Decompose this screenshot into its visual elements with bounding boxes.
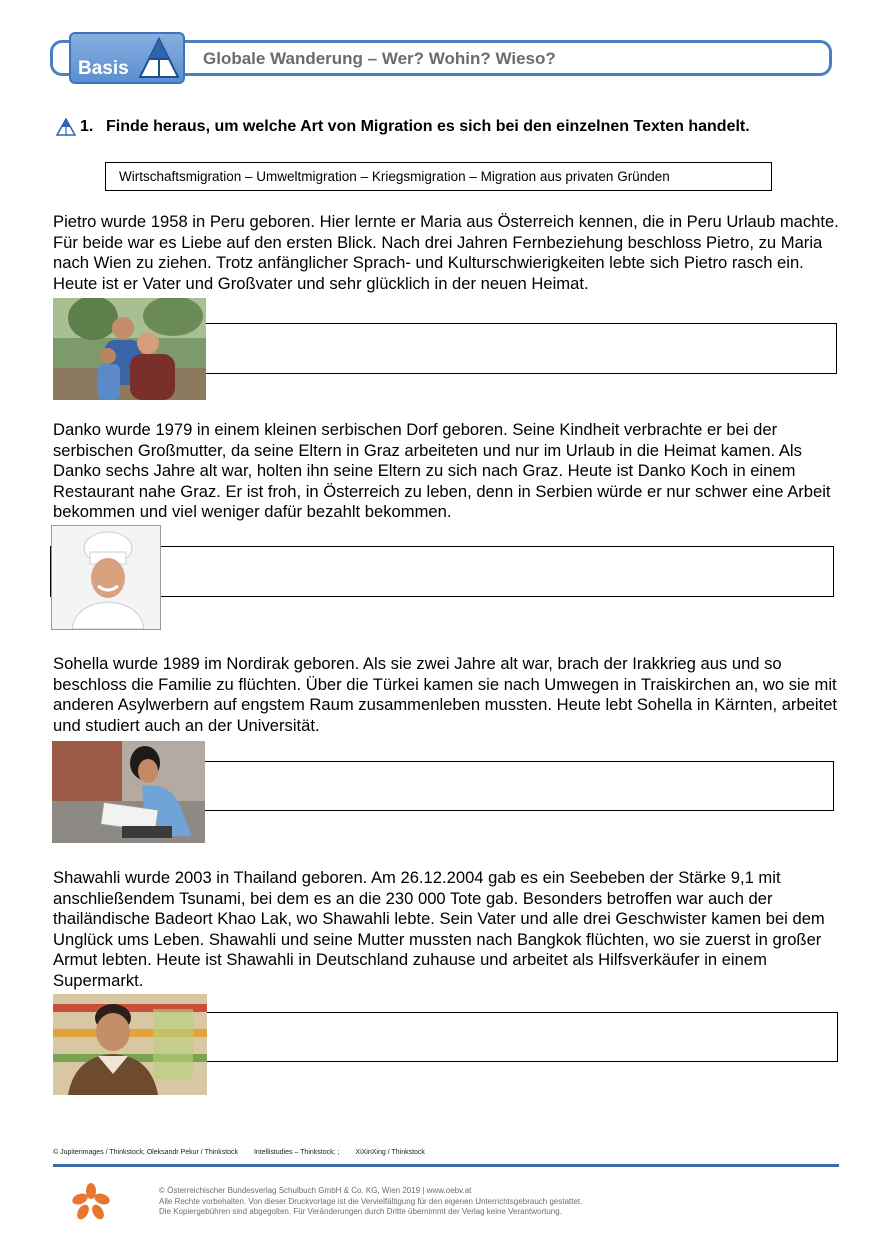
publisher-logo-icon bbox=[72, 1183, 110, 1221]
photo-shop-assistant bbox=[53, 994, 207, 1095]
story-shawahli: Shawahli wurde 2003 in Thailand geboren. Am 26.12.2004 gab es ein Seebeben der Stärke 9,1 mit anschließendem Tsunami, bei dem es an die 230 000 Tote gab. Besonders betroffen war auch der thailändische Badeort Khao Lak, wo Shawahli lebte. Sein Vater und alle drei Geschwister kamen bei dem Unglück ums Leben. Shawahli und seine Mutter mussten nach Bangkok flüchten, wo sie zuerst in großer Armut lebten. Heute ist Shawahli in Deutschland zuhause und arbeitet als Hilfsverkäufer in einem Supermarkt. bbox=[53, 868, 825, 990]
answer-field-sohella[interactable] bbox=[204, 761, 834, 811]
footer-divider bbox=[53, 1164, 839, 1167]
photo-family bbox=[53, 298, 206, 400]
footer-line: © Österreichischer Bundesverlag Schulbuch GmbH & Co. KG, Wien 2019 | www.oebv.at bbox=[159, 1186, 472, 1195]
photo-student bbox=[52, 741, 205, 843]
task-text: Finde heraus, um welche Art von Migration es sich bei den einzelnen Texten handelt. bbox=[106, 118, 750, 135]
photo-chef bbox=[51, 525, 161, 630]
answer-field-pietro[interactable] bbox=[205, 323, 837, 374]
credit-item: © Jupiterimages / Thinkstock; Oleksandr Pekur / Thinkstock bbox=[53, 1149, 239, 1156]
answer-field-danko[interactable] bbox=[50, 546, 834, 597]
credit-item: Intellistudies – Thinkstock; ; bbox=[253, 1149, 340, 1156]
page-title: Globale Wanderung – Wer? Wohin? Wieso? bbox=[203, 49, 556, 68]
footer-copyright bbox=[159, 1186, 582, 1218]
triangle-level-icon bbox=[137, 36, 181, 80]
footer-line: Die Kopiergebühren sind abgegolten. Für Veränderungen durch Dritte übernimmt der Verlag keine Verantwortung. bbox=[159, 1207, 562, 1216]
credit-item: XiXinXing / Thinkstock bbox=[355, 1149, 425, 1156]
answer-field-shawahli[interactable] bbox=[206, 1012, 838, 1062]
image-credits bbox=[53, 1149, 439, 1156]
task-number: 1. bbox=[80, 118, 94, 135]
footer-line: Alle Rechte vorbehalten. Von dieser Druckvorlage ist die Vervielfältigung für den eigenen Unterrichtsgebrauch gestattet. bbox=[159, 1196, 583, 1206]
level-badge-label: Basis bbox=[78, 58, 129, 79]
migration-types-box: Wirtschaftsmigration – Umweltmigration – Kriegsmigration – Migration aus privaten Gründen bbox=[105, 162, 772, 191]
story-danko: Danko wurde 1979 in einem kleinen serbischen Dorf geboren. Seine Kindheit verbrachte er bei der serbischen Großmutter, da seine Eltern in Graz arbeiteten und nur im Urlaub in die Heimat kamen. Als Danko sechs Jahre alt war, holten ihn seine Eltern zu sich nach Graz. Heute ist Danko Koch in einem Restaurant nahe Graz. Er ist froh, in Österreich zu leben, denn in Serbien würde er nur schwer eine Arbeit bekommen und viel weniger dafür bezahlt bekommen. bbox=[53, 420, 831, 522]
story-pietro: Pietro wurde 1958 in Peru geboren. Hier lernte er Maria aus Österreich kennen, die in Peru Urlaub machte. Für beide war es Liebe auf den ersten Blick. Nach drei Jahren Fernbeziehung beschloss Pietro, zu Maria nach Wien zu ziehen. Trotz anfänglicher Sprach- und Kulturschwierigkeiten lebte sich Pietro rasch ein. Heute ist er Vater und Großvater und sehr glücklich in der neuen Heimat. bbox=[53, 212, 839, 293]
task-heading bbox=[56, 118, 750, 136]
level-triangle-icon bbox=[56, 118, 76, 136]
story-sohella: Sohella wurde 1989 im Nordirak geboren. Als sie zwei Jahre alt war, brach der Irakkrieg aus und so beschloss die Familie zu flüchten. Über die Türkei kamen sie nach Umwegen in Traiskirchen an, wo sie mit anderen Asylwerbern auf engstem Raum zusammenleben mussten. Heute lebt Sohella in Kärnten, arbeitet und studiert auch an der Universität. bbox=[53, 654, 838, 735]
